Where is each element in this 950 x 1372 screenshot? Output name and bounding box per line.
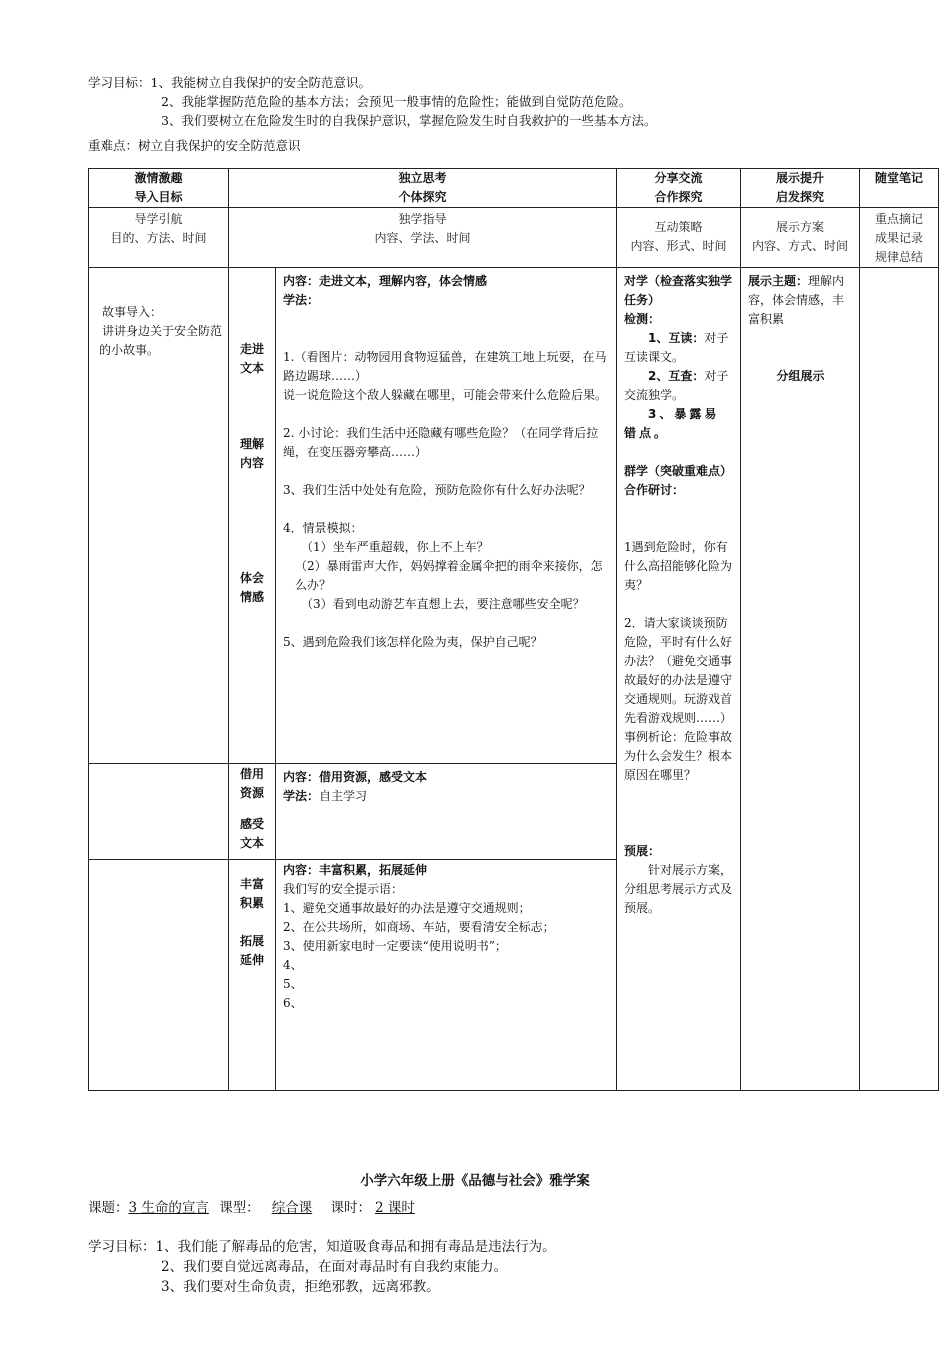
sub-header-5: 重点摘记 成果记录 规律总结 bbox=[860, 208, 939, 268]
show-cell: 展示主题：理解内容，体会情感，丰富积累 分组展示 bbox=[741, 268, 860, 1091]
intro-cell: 故事导入： 讲讲身边关于安全防范的小故事。 bbox=[89, 268, 229, 764]
col-header-1: 激情激趣 导入目标 bbox=[89, 169, 229, 208]
next-goal-1: 学习目标：1、我们能了解毒品的危害，知道吸食毒品和拥有毒品是违法行为。 bbox=[88, 1239, 556, 1255]
learning-goal-1: 学习目标：1、我能树立自我保护的安全防范意识。 bbox=[88, 75, 371, 90]
sub-header-2: 独学指导 内容、学法、时间 bbox=[229, 208, 617, 268]
col-header-3: 分享交流 合作探究 bbox=[617, 169, 741, 208]
col-header-4: 展示提升 启发探究 bbox=[741, 169, 860, 208]
key-points: 重难点：树立自我保护的安全防范意识 bbox=[88, 138, 301, 153]
empty-intro-cell-3 bbox=[89, 860, 229, 1091]
section-row-1 bbox=[89, 268, 939, 764]
sub-header-3: 互动策略 内容、形式、时间 bbox=[617, 208, 741, 268]
empty-intro-cell-2 bbox=[89, 764, 229, 860]
learning-goal-2: 2、我能掌握防范危险的基本方法；会预见一般事情的危险性；能做到自觉防范危险。 bbox=[161, 94, 632, 109]
section2-side-label: 借用 资源 感受 文本 bbox=[229, 764, 276, 860]
next-lesson-info: 课题：3 生命的宣言 课型： 综合课 课时： 2 课时 bbox=[88, 1200, 415, 1216]
section3-content: 内容：丰富积累，拓展延伸 我们写的安全提示语： 1、避免交通事故最好的办法是遵守交通规则； 2、在公共场所，如商场、车站，要看清安全标志； 3、使用新家电时一定要读“使用说明书”； 4、 5、 6、 bbox=[276, 860, 617, 1091]
section1-side-label: 走进 文本 理解 内容 体会 情感 bbox=[229, 268, 276, 764]
col-header-5: 随堂笔记 bbox=[860, 169, 939, 208]
share-cell: 对学（检查落实独学任务） 检测： 1、互读：对子互读课文。 2、互查：对子交流独学。 3、暴露易错点。 群学（突破重难点） 合作研讨： 1遇到危险时，你有什么高招能够化险为夷？ 2．请大家谈谈预防危险，平时有什么好办法？（避免交通事故最好的办法是遵守交通规则。玩游戏首先看游戏规则……） 事例析论：危险事故为什么会发生？根本原因在哪里？ 预展： 针对展示方案，分组思考展示方式及预展。 bbox=[617, 268, 741, 1091]
header-row bbox=[89, 169, 939, 208]
section2-content: 内容：借用资源，感受文本 学法：自主学习 bbox=[276, 764, 617, 860]
sub-header-1: 导学引航 目的、方法、时间 bbox=[89, 208, 229, 268]
notes-cell bbox=[860, 268, 939, 1091]
next-goal-2: 2、我们要自觉远离毒品，在面对毒品时有自我约束能力。 bbox=[161, 1259, 508, 1275]
study-plan-table bbox=[88, 168, 939, 1091]
learning-goal-3: 3、我们要树立在危险发生时的自我保护意识，掌握危险发生时自我救护的一些基本方法。 bbox=[161, 113, 657, 128]
sub-header-4: 展示方案 内容、方式、时间 bbox=[741, 208, 860, 268]
sub-header-row bbox=[89, 208, 939, 268]
section3-side-label: 丰富 积累 拓展 延伸 bbox=[229, 860, 276, 1091]
next-lesson-title: 小学六年级上册《品德与社会》雅学案 bbox=[360, 1173, 590, 1189]
section1-content: 内容：走进文本，理解内容，体会情感 学法： 1.（看图片：动物园用食物逗猛兽，在建筑工地上玩耍，在马路边踢球……） 说一说危险这个敌人躲藏在哪里，可能会带来什么危险后果。 2. 小讨论：我们生活中还隐藏有哪些危险？（在同学背后拉绳，在变压器旁攀高……） 3、我们生活中处处有危险，预防危险你有什么好办法呢？ 4．情景模拟： （1）坐车严重超载，你上不上车？ （2）暴雨雷声大作，妈妈撑着金属伞把的雨伞来接你，怎么办？ （3）看到电动游艺车直想上去，要注意哪些安全呢？ 5、遇到危险我们该怎样化险为夷，保护自己呢？ bbox=[276, 268, 617, 764]
next-goal-3: 3、我们要对生命负责，拒绝邪教，远离邪教。 bbox=[161, 1279, 440, 1295]
col-header-2: 独立思考 个体探究 bbox=[229, 169, 617, 208]
